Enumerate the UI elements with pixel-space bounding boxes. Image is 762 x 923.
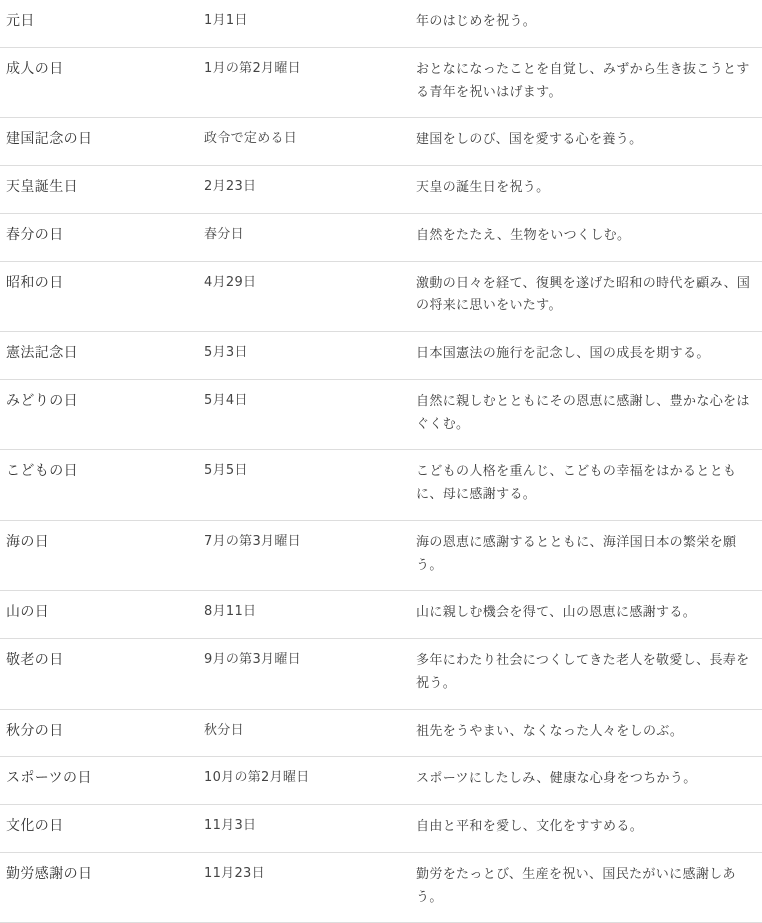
- table-row: [0, 47, 762, 118]
- holiday-date: 5月4日: [198, 379, 410, 450]
- holiday-date: 1月の第2月曜日: [198, 47, 410, 118]
- holiday-name: 昭和の日: [0, 261, 198, 332]
- table-row: [0, 639, 762, 710]
- holiday-name: こどもの日: [0, 450, 198, 521]
- table-row: [0, 379, 762, 450]
- holiday-name: 成人の日: [0, 47, 198, 118]
- holiday-description: 山に親しむ機会を得て、山の恩恵に感謝する。: [410, 591, 762, 639]
- holiday-date: 政令で定める日: [198, 118, 410, 166]
- holiday-description: 激動の日々を経て、復興を遂げた昭和の時代を顧み、国の将来に思いをいたす。: [410, 261, 762, 332]
- holiday-name: 文化の日: [0, 805, 198, 853]
- holiday-date: 9月の第3月曜日: [198, 639, 410, 710]
- holiday-name: 勤労感謝の日: [0, 852, 198, 923]
- holiday-description: 自然をたたえ、生物をいつくしむ。: [410, 213, 762, 261]
- table-row: [0, 852, 762, 923]
- holiday-description: 自然に親しむとともにその恩恵に感謝し、豊かな心をはぐくむ。: [410, 379, 762, 450]
- holiday-description: 日本国憲法の施行を記念し、国の成長を期する。: [410, 332, 762, 380]
- holiday-description: おとなになったことを自覚し、みずから生き抜こうとする青年を祝いはげます。: [410, 47, 762, 118]
- holiday-description: 多年にわたり社会につくしてきた老人を敬愛し、長寿を祝う。: [410, 639, 762, 710]
- table-row: [0, 332, 762, 380]
- holiday-description: 自由と平和を愛し、文化をすすめる。: [410, 805, 762, 853]
- holiday-name: 秋分の日: [0, 709, 198, 757]
- table-row: [0, 709, 762, 757]
- holiday-name: スポーツの日: [0, 757, 198, 805]
- table-row: [0, 757, 762, 805]
- holiday-name: 憲法記念日: [0, 332, 198, 380]
- holiday-name: 元日: [0, 0, 198, 47]
- table-row: [0, 0, 762, 47]
- holiday-date: 11月23日: [198, 852, 410, 923]
- holiday-date: 秋分日: [198, 709, 410, 757]
- holiday-name: 山の日: [0, 591, 198, 639]
- holiday-name: 春分の日: [0, 213, 198, 261]
- holiday-description: こどもの人格を重んじ、こどもの幸福をはかるとともに、母に感謝する。: [410, 450, 762, 521]
- table-row: [0, 118, 762, 166]
- holiday-name: みどりの日: [0, 379, 198, 450]
- table-row: [0, 166, 762, 214]
- holiday-name: 天皇誕生日: [0, 166, 198, 214]
- holiday-name: 敬老の日: [0, 639, 198, 710]
- holiday-date: 5月5日: [198, 450, 410, 521]
- holiday-date: 5月3日: [198, 332, 410, 380]
- holiday-date: 8月11日: [198, 591, 410, 639]
- holiday-description: 天皇の誕生日を祝う。: [410, 166, 762, 214]
- holiday-description: 勤労をたっとび、生産を祝い、国民たがいに感謝しあう。: [410, 852, 762, 923]
- table-row: [0, 213, 762, 261]
- holiday-description: 祖先をうやまい、なくなった人々をしのぶ。: [410, 709, 762, 757]
- holiday-name: 海の日: [0, 520, 198, 591]
- holiday-description: スポーツにしたしみ、健康な心身をつちかう。: [410, 757, 762, 805]
- table-row: [0, 805, 762, 853]
- holiday-date: 7月の第3月曜日: [198, 520, 410, 591]
- holiday-description: 年のはじめを祝う。: [410, 0, 762, 47]
- holiday-date: 4月29日: [198, 261, 410, 332]
- holiday-date: 1月1日: [198, 0, 410, 47]
- holiday-name: 建国記念の日: [0, 118, 198, 166]
- table-row: [0, 261, 762, 332]
- table-row: [0, 450, 762, 521]
- holiday-description: 建国をしのび、国を愛する心を養う。: [410, 118, 762, 166]
- holiday-date: 10月の第2月曜日: [198, 757, 410, 805]
- table-row: [0, 591, 762, 639]
- holiday-description: 海の恩恵に感謝するとともに、海洋国日本の繁栄を願う。: [410, 520, 762, 591]
- table-row: [0, 520, 762, 591]
- holiday-date: 2月23日: [198, 166, 410, 214]
- holiday-date: 春分日: [198, 213, 410, 261]
- holiday-date: 11月3日: [198, 805, 410, 853]
